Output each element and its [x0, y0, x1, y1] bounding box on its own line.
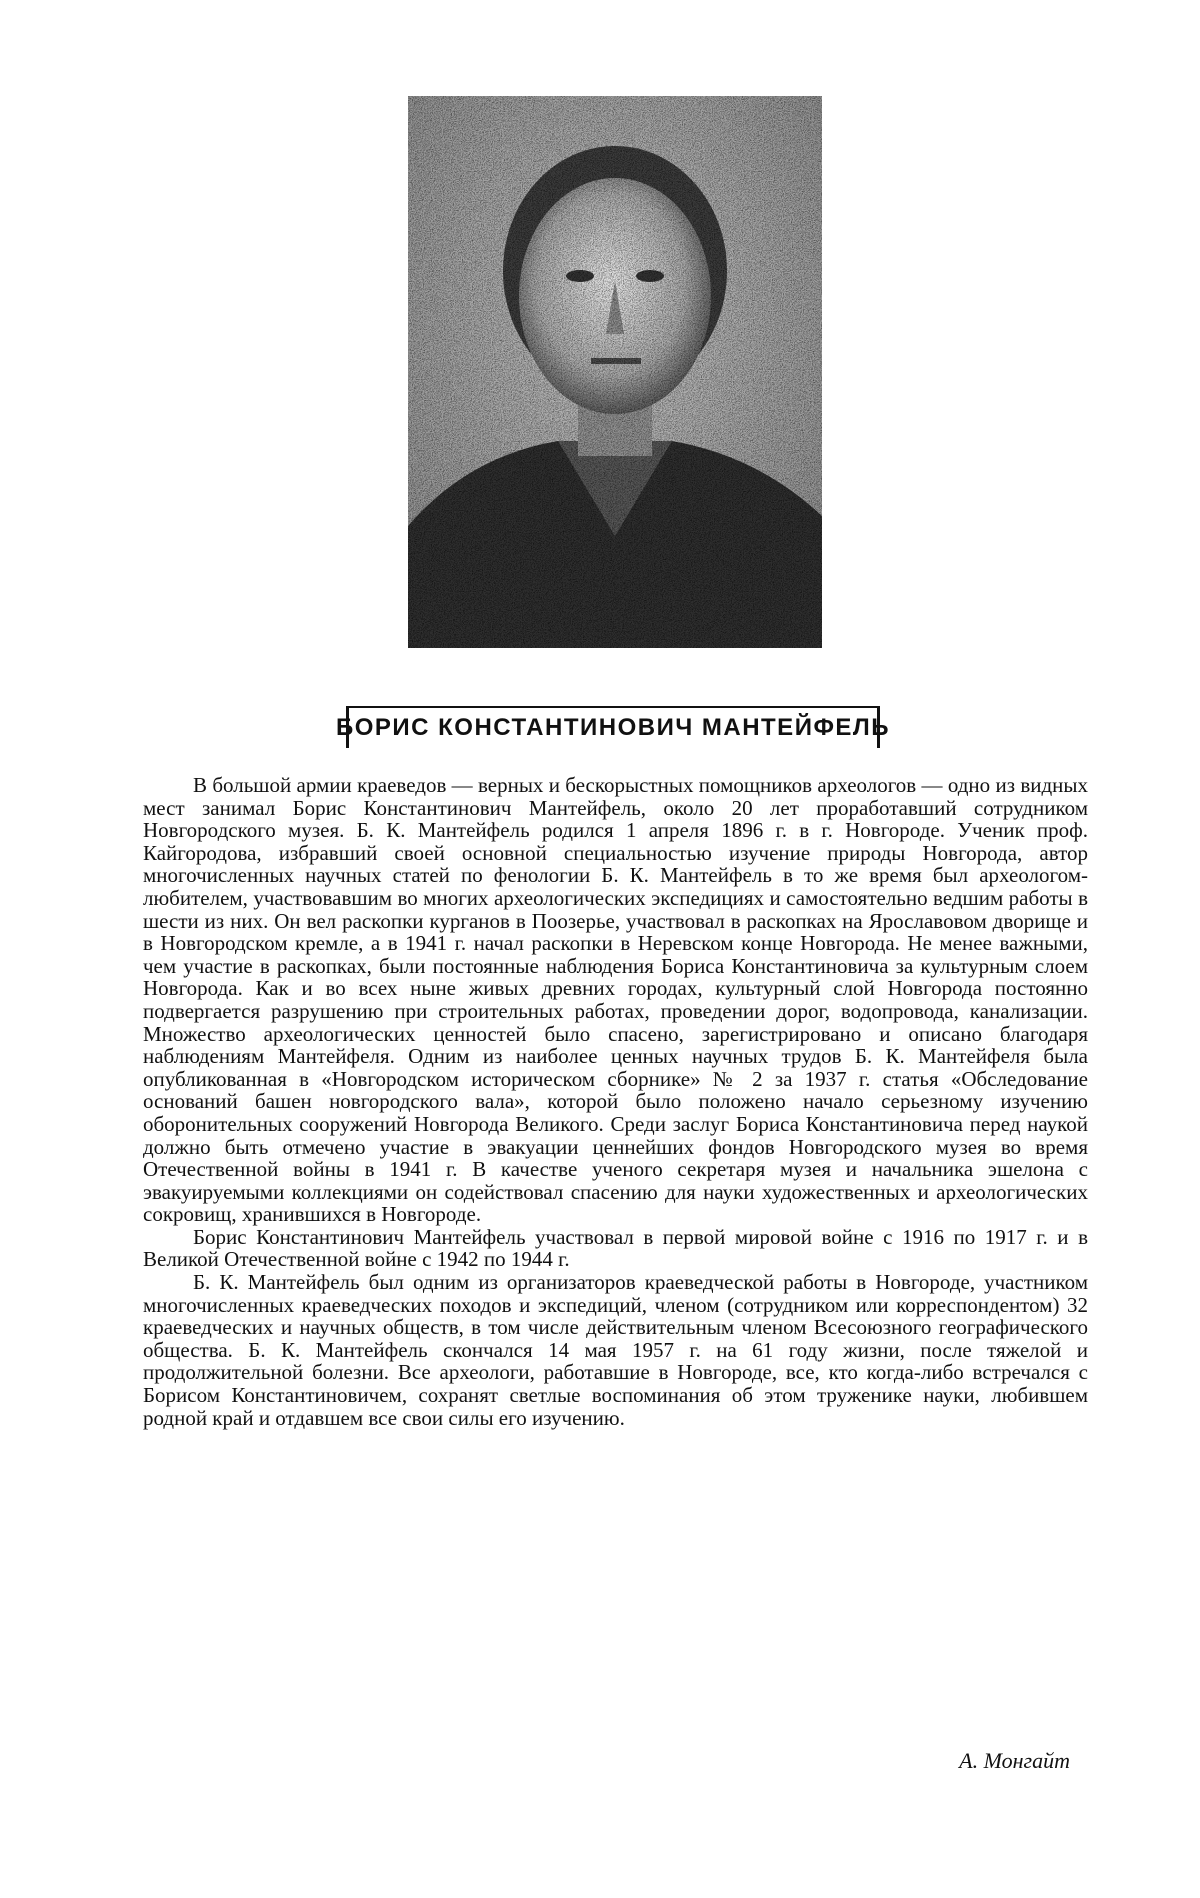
- paragraph-military-service: Борис Константинович Мантейфель участвовал в первой мировой войне с 1916 по 1917 г. и в Великой Отечественной войне с 1942 по 1944 г.: [143, 1224, 1088, 1272]
- paragraph-legacy: Б. К. Мантейфель был одним из организаторов краеведческой работы в Новгороде, участником многочисленных краеведческих походов и экспедиций, членом (сотрудником или корреспондентом) 32 краеведческих и научных обществ, в том числе действительным членом Всесоюзного географического общества. Б. К. Мантейфель скончался 14 мая 1957 г. на 61 году жизни, после тяжелой и продолжительной болезни. Все археологи, работавшие в Новгороде, все, кто когда-либо встречался с Борисом Константиновичем, сохранят светлые воспоминания об этом труженике науки, любившем родной край и отдавшем все свои силы его изучению.: [143, 1270, 1088, 1430]
- article-body: [143, 774, 1088, 1429]
- author-signature: А. Монгайт: [959, 1748, 1070, 1773]
- portrait-photo: [408, 96, 822, 648]
- article-title: БОРИС КОНСТАНТИНОВИЧ МАНТЕЙФЕЛЬ: [335, 714, 891, 741]
- article-title-frame: [335, 706, 891, 748]
- paragraph-biography: В большой армии краеведов — верных и бескорыстных помощников археологов — одно из видных мест занимал Борис Константинович Мантейфель, около 20 лет проработавший сотрудником Новгородского музея. Б. К. Мантейфель родился 1 апреля 1896 г. в г. Новгороде. Ученик проф. Кайгородова, избравший своей основной специальностью изучение природы Новгорода, автор многочисленных научных статей по фенологии Б. К. Мантейфель в то же время был археологом-любителем, участвовавшим во многих археологических экспедициях и самостоятельно ведшим работы в шести из них. Он вел раскопки курганов в Поозерье, участвовал в раскопках на Ярославовом дворище и в Новгородском кремле, а в 1941 г. начал раскопки в Неревском конце Новгорода. Не менее важными, чем участие в раскопках, были постоянные наблюдения Бориса Константиновича за культурным слоем Новгорода. Как и во всех ныне живых древних городах, культурный слой Новгорода постоянно подвергается разрушению при строительных работах, проведении дорог, водопровода, канализации. Множество археологических ценностей было спасено, зарегистрировано и описано благодаря наблюдениям Мантейфеля. Одним из наиболее ценных научных трудов Б. К. Мантейфеля была опубликованная в «Новгородском историческом сборнике» № 2 за 1937 г. статья «Обследование оснований башен новгородского вала», которой было положено начало серьезному изучению оборонительных сооружений Новгорода Великого. Среди заслуг Бориса Константиновича перед наукой должно быть отмечено участие в эвакуации ценнейших фондов Новгородского музея во время Отечественной войны в 1941 г. В качестве ученого секретаря музея и начальника эшелона с эвакуируемыми коллекциями он содействовал спасению для науки художественных и археологических сокровищ, хранившихся в Новгороде.: [143, 773, 1088, 1227]
